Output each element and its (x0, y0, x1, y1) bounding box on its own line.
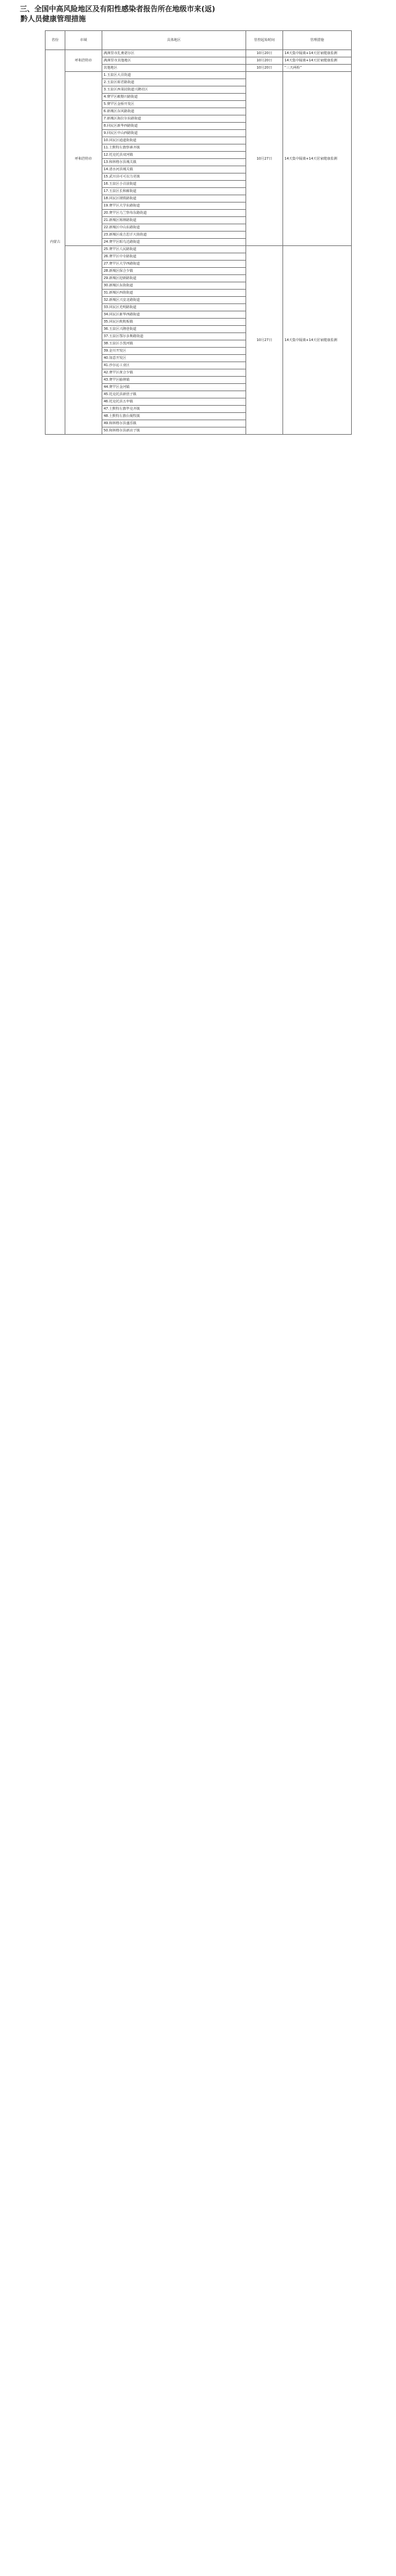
area-cell: 16.玉泉区小召前街道 (102, 181, 246, 188)
area-cell: 1.玉泉区大召街道 (102, 72, 246, 79)
header-measure: 管理措施 (283, 31, 352, 50)
area-cell: 39.金川开发区 (102, 348, 246, 355)
area-cell: 23.新城区成吉思汗大街街道 (102, 232, 246, 239)
city-cell (65, 246, 102, 435)
measure-cell: 14天集中隔离+14天居家健康监测 (283, 50, 352, 57)
area-cell: 12.托克托县双河镇 (102, 152, 246, 159)
area-cell: 27.赛罕区大学西路街道 (102, 261, 246, 268)
area-cell: 24.赛罕区昭乌达路街道 (102, 239, 246, 246)
measure-cell: 14天集中隔离+14天居家健康监测 (283, 246, 352, 435)
start-time-cell: 10月20日 (246, 65, 283, 72)
page-heading (20, 4, 376, 24)
area-cell: 8.回民区新华西路街道 (102, 123, 246, 130)
area-cell: 46.托克托县五申镇 (102, 398, 246, 406)
area-cell: 9.回民区中山西路街道 (102, 130, 246, 137)
area-cell: 5.赛罕区金桥开发区 (102, 101, 246, 108)
area-cell: 29.新城区迎新路街道 (102, 275, 246, 282)
header-province: 省份 (46, 31, 65, 50)
heading-line-1: 三、全国中高风险地区及有阳性感染者报告所在地级市来(返) (20, 5, 216, 13)
area-cell: 10.回民区通道街街道 (102, 137, 246, 144)
area-cell: 满洲里市扎赉诺尔区 (102, 50, 246, 57)
area-cell: 13.和林格尔县城关镇 (102, 159, 246, 166)
measure-cell: 14天集中隔离+14天居家健康监测 (283, 57, 352, 65)
area-cell: 28.新城区保合少镇 (102, 268, 246, 275)
area-cell: 19.赛罕区大学东路街道 (102, 203, 246, 210)
area-cell: 43.赛罕区榆林镇 (102, 377, 246, 384)
table-row (46, 50, 352, 57)
area-cell: 4.赛罕区敕勒川路街道 (102, 94, 246, 101)
area-cell: 32.新城区兴安北路街道 (102, 297, 246, 304)
area-cell: 其他地区 (102, 65, 246, 72)
area-cell: 20.赛罕区乌兰察布东路街道 (102, 210, 246, 217)
area-cell: 6.新城区东风路街道 (102, 108, 246, 115)
area-cell: 30.新城区东街街道 (102, 282, 246, 290)
risk-area-table (45, 30, 352, 435)
area-cell: 25.赛罕区人民路街道 (102, 246, 246, 253)
table-header-row (46, 31, 352, 50)
city-cell: 呼和浩特市 (65, 72, 102, 246)
area-cell: 42.赛罕区黄合少镇 (102, 369, 246, 377)
area-cell: 45.托克托县新营子镇 (102, 391, 246, 398)
start-time-cell: 10月27日 (246, 246, 283, 435)
measure-cell: “三天两检” (283, 65, 352, 72)
start-time-cell: 10月20日 (246, 50, 283, 57)
area-cell: 37.玉泉区鄂尔多斯路街道 (102, 333, 246, 340)
area-cell: 7.新城区海拉尔东路街道 (102, 115, 246, 123)
start-time-cell: 10月27日 (246, 72, 283, 246)
area-cell: 11.土默特左旗察素齐镇 (102, 144, 246, 152)
area-cell: 18.回民区钢铁路街道 (102, 195, 246, 203)
table-body (46, 50, 352, 435)
table-row (46, 72, 352, 79)
area-cell: 36.玉泉区兴隆巷街道 (102, 326, 246, 333)
area-cell: 14.清水河县城关镇 (102, 166, 246, 173)
start-time-cell: 10月20日 (246, 57, 283, 65)
header-area: 具体地区 (102, 31, 246, 50)
area-cell: 50.和林格尔县新店子镇 (102, 427, 246, 435)
area-cell: 满洲里市其他地区 (102, 57, 246, 65)
area-cell: 41.沙尔沁工业区 (102, 362, 246, 369)
city-cell: 呼和浩特市 (65, 50, 102, 72)
province-cell: 内蒙古 (46, 50, 65, 435)
area-cell: 48.土默特左旗台阁牧镇 (102, 413, 246, 420)
header-city: 市域 (65, 31, 102, 50)
area-cell: 15.武川县可可以力更镇 (102, 173, 246, 181)
table-row (46, 246, 352, 253)
area-cell: 44.赛罕区金河镇 (102, 384, 246, 391)
area-cell: 22.新城区中山东路街道 (102, 224, 246, 232)
area-cell: 21.新城区锡林路街道 (102, 217, 246, 224)
area-cell: 26.赛罕区中专路街道 (102, 253, 246, 261)
area-cell: 31.新城区西街街道 (102, 290, 246, 297)
heading-line-2: 黔人员健康管理措施 (20, 15, 86, 23)
area-cell: 2.玉泉区昭君路街道 (102, 79, 246, 86)
area-cell: 47.土默特左旗毕克齐镇 (102, 406, 246, 413)
area-cell: 35.回民区攸攸板镇 (102, 319, 246, 326)
area-cell: 17.玉泉区长和廊街道 (102, 188, 246, 195)
area-cell: 38.玉泉区小黑河镇 (102, 340, 246, 348)
area-cell: 49.和林格尔县盛乐镇 (102, 420, 246, 427)
area-cell: 40.如意开发区 (102, 355, 246, 362)
area-cell: 33.回民区光明路街道 (102, 304, 246, 311)
header-start-time: 管控起始时间 (246, 31, 283, 50)
area-cell: 3.玉泉区西菜园街道兴隆社区 (102, 86, 246, 94)
measure-cell: 14天集中隔离+14天居家健康监测 (283, 72, 352, 246)
area-cell: 34.回民区新华西路街道 (102, 311, 246, 319)
